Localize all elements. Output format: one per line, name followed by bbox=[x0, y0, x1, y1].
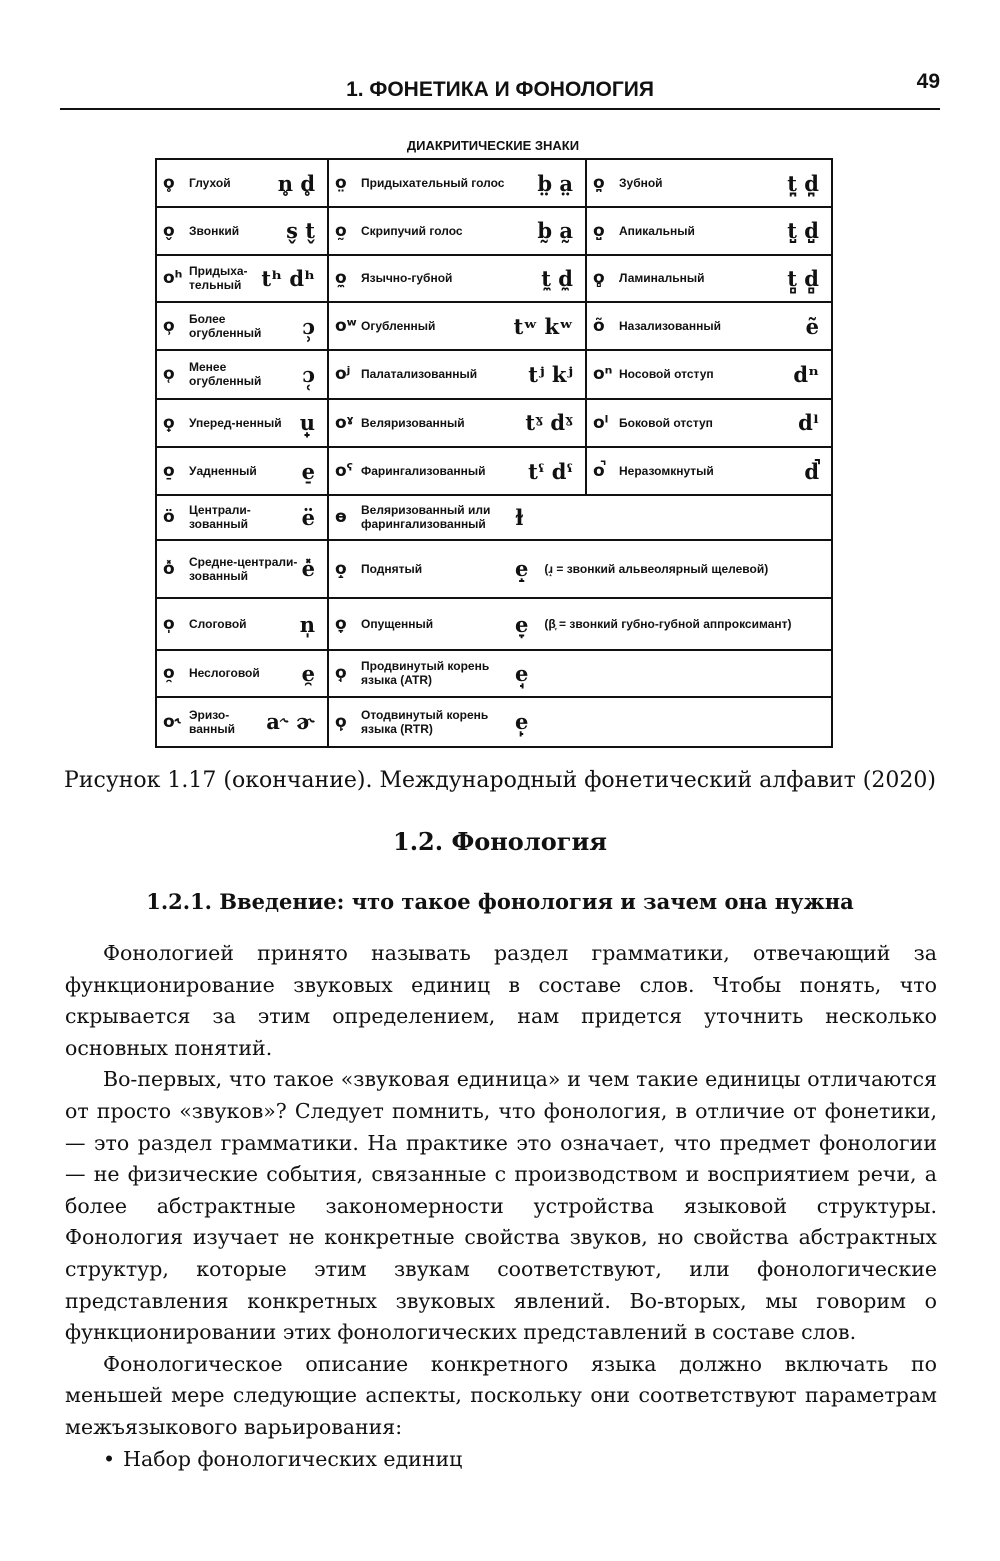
diacritic-symbol: o̪ bbox=[593, 173, 605, 194]
diacritic-symbol: o̩ bbox=[163, 614, 175, 635]
diacritic-symbol: oʲ bbox=[335, 364, 351, 385]
diacritic-label: Средне-централи-зованный bbox=[189, 554, 298, 583]
bullet-list bbox=[65, 1444, 937, 1476]
diacritic-symbol: o̼ bbox=[335, 268, 347, 289]
table-row bbox=[156, 447, 832, 495]
diacritic-symbol: o̥ bbox=[163, 173, 175, 194]
table-row bbox=[156, 399, 832, 447]
diacritic-examples: e̯ bbox=[301, 660, 315, 686]
table-row bbox=[156, 207, 832, 254]
diacritic-symbol: o̻ bbox=[593, 268, 605, 289]
diacritic-examples: d̚ bbox=[804, 458, 819, 484]
figure-caption: Рисунок 1.17 (окончание). Международный фонетический алфавит (2020) bbox=[64, 768, 936, 793]
diacritic-symbol: ö bbox=[163, 507, 175, 528]
running-head bbox=[60, 70, 940, 110]
diacritic-cell bbox=[586, 302, 832, 350]
diacritic-cell bbox=[586, 255, 832, 302]
diacritic-examples: tʰ dʰ bbox=[261, 265, 315, 291]
table-row bbox=[156, 255, 832, 302]
diacritic-examples: a˞ ɚ bbox=[266, 709, 315, 735]
diacritic-symbol: o̙ bbox=[335, 711, 347, 732]
diacritic-cell-content bbox=[329, 448, 585, 494]
diacritic-examples: ɔ̹ bbox=[302, 313, 315, 339]
diacritic-cell-content bbox=[329, 496, 831, 538]
diacritic-symbol: oˠ bbox=[335, 412, 354, 433]
diacritic-cell bbox=[156, 207, 328, 254]
diacritic-label: Неразомкнутый bbox=[619, 464, 714, 479]
diacritic-cell bbox=[328, 650, 832, 696]
diacritic-label: Язычно-губной bbox=[361, 271, 453, 286]
diacritic-cell bbox=[328, 495, 832, 539]
diacritic-cell-content bbox=[157, 651, 327, 695]
subsection-heading: 1.2.1. Введение: что такое фонология и зачем она нужна bbox=[146, 889, 854, 914]
diacritic-label: Глухой bbox=[189, 176, 231, 191]
diacritic-label: Ламинальный bbox=[619, 271, 705, 286]
diacritics-table-body bbox=[156, 159, 832, 747]
diacritic-cell bbox=[586, 399, 832, 447]
diacritic-cell-content bbox=[329, 698, 831, 746]
diacritic-cell bbox=[328, 159, 586, 207]
diacritic-cell bbox=[328, 350, 586, 398]
diacritic-cell bbox=[156, 255, 328, 302]
diacritic-label: Апикальный bbox=[619, 223, 695, 238]
diacritic-cell bbox=[156, 540, 328, 598]
diacritic-cell-content bbox=[587, 351, 831, 397]
diacritic-symbol: o̺ bbox=[593, 220, 605, 241]
diacritics-table bbox=[155, 158, 833, 748]
diacritic-cell bbox=[156, 447, 328, 495]
diacritic-cell bbox=[328, 207, 586, 254]
diacritic-examples: n̥ d̥ bbox=[277, 170, 315, 196]
diacritic-symbol: o̞ bbox=[335, 614, 347, 635]
diacritic-symbol: o̠ bbox=[163, 461, 175, 482]
running-title: 1. ФОНЕТИКА И ФОНОЛОГИЯ bbox=[346, 78, 654, 101]
diacritic-examples: dˡ bbox=[798, 410, 819, 436]
diacritic-cell bbox=[328, 598, 832, 650]
diacritic-cell bbox=[156, 650, 328, 696]
diacritic-examples: ɔ̜ bbox=[302, 361, 315, 387]
diacritic-symbol: õ bbox=[593, 316, 605, 337]
diacritic-cell bbox=[586, 447, 832, 495]
diacritic-cell bbox=[328, 302, 586, 350]
diacritic-examples: e̞ bbox=[515, 611, 529, 637]
diacritic-cell-content bbox=[587, 448, 831, 494]
table-row bbox=[156, 650, 832, 696]
list-item-text: Набор фонологических единиц bbox=[123, 1446, 463, 1471]
diacritic-label: Эризо-ванный bbox=[189, 707, 236, 736]
paragraph: Фонологией принято называть раздел грамматики, отвечающий за функционирование звуковых единиц в составе слов. Чтобы понять, что скрывается за этим определением, нам придется уточнить несколько основных понятий. bbox=[65, 941, 937, 1060]
diacritic-cell bbox=[156, 598, 328, 650]
diacritic-symbol: o̰ bbox=[335, 220, 347, 241]
paragraph: Фонологическое описание конкретного языка должно включать по меньшей мере следующие аспекты, поскольку они соответствуют параметрам межъязыкового варьирования: bbox=[65, 1351, 937, 1439]
diacritic-cell bbox=[156, 302, 328, 350]
diacritic-cell bbox=[156, 697, 328, 747]
diacritic-symbol: o̜ bbox=[163, 364, 175, 385]
diacritic-examples: t̼ d̼ bbox=[541, 265, 573, 291]
diacritic-examples: e̠ bbox=[301, 458, 315, 484]
diacritic-label: Придыхательный голос bbox=[361, 176, 505, 191]
diacritic-cell-content bbox=[329, 208, 585, 253]
diacritic-label: Продвинутый корень языка (ATR) bbox=[361, 659, 490, 688]
diacritic-label: Веляризованный bbox=[361, 415, 465, 430]
diacritic-cell-content bbox=[587, 208, 831, 253]
diacritic-cell-content bbox=[587, 160, 831, 206]
diacritic-label: Поднятый bbox=[361, 561, 423, 576]
diacritic-symbol: oʷ bbox=[335, 316, 357, 337]
diacritic-cell-content bbox=[587, 256, 831, 301]
diacritic-examples: dⁿ bbox=[793, 361, 819, 387]
body-text bbox=[65, 938, 937, 1475]
diacritic-label: Веляризованный или фарингализованный bbox=[361, 503, 491, 532]
diacritic-cell bbox=[586, 207, 832, 254]
diacritic-label: Уадненный bbox=[189, 464, 257, 479]
diacritic-examples: s̬ t̬ bbox=[286, 218, 315, 244]
diacritic-examples: e̽ bbox=[301, 556, 315, 582]
diacritic-cell bbox=[328, 697, 832, 747]
diacritic-cell-content bbox=[587, 400, 831, 446]
diacritic-cell bbox=[328, 540, 832, 598]
diacritic-cell bbox=[586, 350, 832, 398]
diacritic-label: Централи-зованный bbox=[189, 503, 251, 532]
diacritic-cell-content bbox=[157, 351, 327, 397]
table-row bbox=[156, 540, 832, 598]
diacritic-examples: tˠ dˠ bbox=[525, 410, 573, 436]
diacritic-cell-content bbox=[329, 256, 585, 301]
bullet-icon: • bbox=[103, 1446, 116, 1471]
diacritic-cell-content bbox=[157, 256, 327, 301]
table-row bbox=[156, 598, 832, 650]
diacritic-examples: ɫ bbox=[515, 504, 524, 530]
diacritic-cell-content bbox=[587, 303, 831, 349]
table-row bbox=[156, 495, 832, 539]
diacritic-label: Придыха-тельный bbox=[189, 264, 248, 293]
diacritic-cell-content bbox=[329, 599, 831, 649]
diacritic-examples: tʲ kʲ bbox=[528, 361, 573, 387]
diacritic-label: Палатализованный bbox=[361, 367, 478, 382]
diacritic-label: Опущенный bbox=[361, 617, 434, 632]
diacritic-symbol: o̘ bbox=[335, 663, 347, 684]
diacritic-cell bbox=[328, 447, 586, 495]
diacritic-label: Неслоговой bbox=[189, 666, 260, 681]
diacritic-cell-content bbox=[157, 541, 327, 597]
table-title: ДИАКРИТИЧЕСКИЕ ЗНАКИ bbox=[406, 138, 580, 153]
diacritic-cell-content bbox=[329, 303, 585, 349]
diacritic-label: Звонкий bbox=[189, 223, 240, 238]
diacritic-examples: t̻ d̻ bbox=[787, 265, 819, 291]
diacritic-note: (β̞ = звонкий губно-губной аппроксимант) bbox=[544, 617, 792, 632]
diacritic-examples: ë bbox=[301, 504, 315, 530]
diacritic-label: Носовой отступ bbox=[619, 367, 714, 382]
diacritic-symbol: o̤ bbox=[335, 173, 347, 194]
diacritic-label: Фарингализованный bbox=[361, 464, 486, 479]
diacritic-cell-content bbox=[329, 351, 585, 397]
diacritic-label: Огубленный bbox=[361, 319, 436, 334]
diacritic-symbol: o̝ bbox=[335, 558, 347, 579]
diacritic-cell-content bbox=[329, 541, 831, 597]
diacritic-cell bbox=[328, 255, 586, 302]
diacritic-cell bbox=[156, 350, 328, 398]
diacritic-symbol: oˡ bbox=[593, 412, 609, 433]
diacritic-cell-content bbox=[157, 496, 327, 538]
diacritic-examples: tʷ kʷ bbox=[513, 313, 573, 339]
diacritic-symbol: o̚ bbox=[593, 461, 605, 482]
diacritic-examples: e̙ bbox=[515, 709, 529, 735]
diacritic-cell-content bbox=[157, 698, 327, 746]
diacritic-examples: e̘ bbox=[515, 660, 529, 686]
diacritic-cell bbox=[328, 399, 586, 447]
diacritic-label: Менее огубленный bbox=[189, 360, 262, 389]
diacritic-cell bbox=[156, 159, 328, 207]
diacritic-cell-content bbox=[157, 599, 327, 649]
diacritic-cell-content bbox=[157, 448, 327, 494]
paragraph: Во-первых, что такое «звуковая единица» и чем такие единицы отличаются от просто «звуков»? Следует помнить, что фонология, в отличие от фонетики, — это раздел грамматики. На практике это означает, что предмет фонологии — не физические события, связанные с производством и восприятием речи, а более абстрактные закономерности устройства языковой структуры. Фонология изучает не конкретные свойства звуков, но свойства абстрактных структур, которые этим звукам соответствуют, или фонологические представления конкретных звуковых явлений. Во-вторых, мы говорим о функционировании этих фонологических представлений в составе слов. bbox=[65, 1067, 937, 1345]
diacritic-note: (ɹ̝ = звонкий альвеолярный щелевой) bbox=[544, 561, 769, 576]
diacritic-cell-content bbox=[157, 400, 327, 446]
diacritic-label: Зубной bbox=[619, 176, 663, 191]
diacritic-examples: e̝ bbox=[515, 556, 529, 582]
diacritic-symbol: o̹ bbox=[163, 316, 175, 337]
diacritic-label: Скрипучий голос bbox=[361, 223, 463, 238]
diacritic-label: Отодвинутый корень языка (RTR) bbox=[361, 707, 489, 736]
diacritic-cell-content bbox=[157, 160, 327, 206]
diacritic-symbol: o̬ bbox=[163, 220, 175, 241]
diacritic-symbol: oⁿ bbox=[593, 364, 613, 385]
page-number: 49 bbox=[916, 70, 940, 93]
diacritic-label: Слоговой bbox=[189, 617, 247, 632]
diacritic-symbol: o̽ bbox=[163, 558, 175, 579]
diacritic-symbol: o̯ bbox=[163, 663, 175, 684]
diacritic-cell bbox=[156, 399, 328, 447]
diacritic-cell-content bbox=[329, 160, 585, 206]
table-row bbox=[156, 159, 832, 207]
table-row bbox=[156, 302, 832, 350]
diacritic-symbol: oˤ bbox=[335, 461, 353, 482]
diacritic-examples: t̺ d̺ bbox=[787, 218, 819, 244]
diacritic-label: Уперед-ненный bbox=[189, 415, 282, 430]
diacritic-label: Боковой отступ bbox=[619, 415, 713, 430]
diacritic-examples: b̰ a̰ bbox=[537, 218, 573, 244]
diacritic-cell-content bbox=[157, 303, 327, 349]
diacritic-symbol: oʰ bbox=[163, 268, 183, 289]
diacritic-examples: ẽ bbox=[805, 313, 819, 339]
diacritic-examples: u̟ bbox=[299, 410, 315, 436]
diacritic-label: Более огубленный bbox=[189, 312, 262, 341]
section-heading: 1.2. Фонология bbox=[393, 827, 607, 856]
diacritic-cell bbox=[586, 159, 832, 207]
diacritic-cell bbox=[156, 495, 328, 539]
diacritic-cell-content bbox=[329, 400, 585, 446]
table-row bbox=[156, 697, 832, 747]
diacritic-symbol: o̟ bbox=[163, 412, 175, 433]
diacritic-label: Назализованный bbox=[619, 319, 721, 334]
diacritic-examples: t̪ d̪ bbox=[787, 170, 819, 196]
diacritic-examples: tˤ dˤ bbox=[528, 458, 573, 484]
diacritic-cell-content bbox=[329, 651, 831, 695]
diacritic-examples: n̩ bbox=[299, 611, 315, 637]
diacritic-cell-content bbox=[157, 208, 327, 253]
table-row bbox=[156, 350, 832, 398]
diacritic-symbol: ɵ bbox=[335, 507, 347, 528]
list-item bbox=[65, 1444, 937, 1476]
diacritic-examples: b̤ a̤ bbox=[537, 170, 573, 196]
diacritic-symbol: o˞ bbox=[163, 711, 181, 732]
